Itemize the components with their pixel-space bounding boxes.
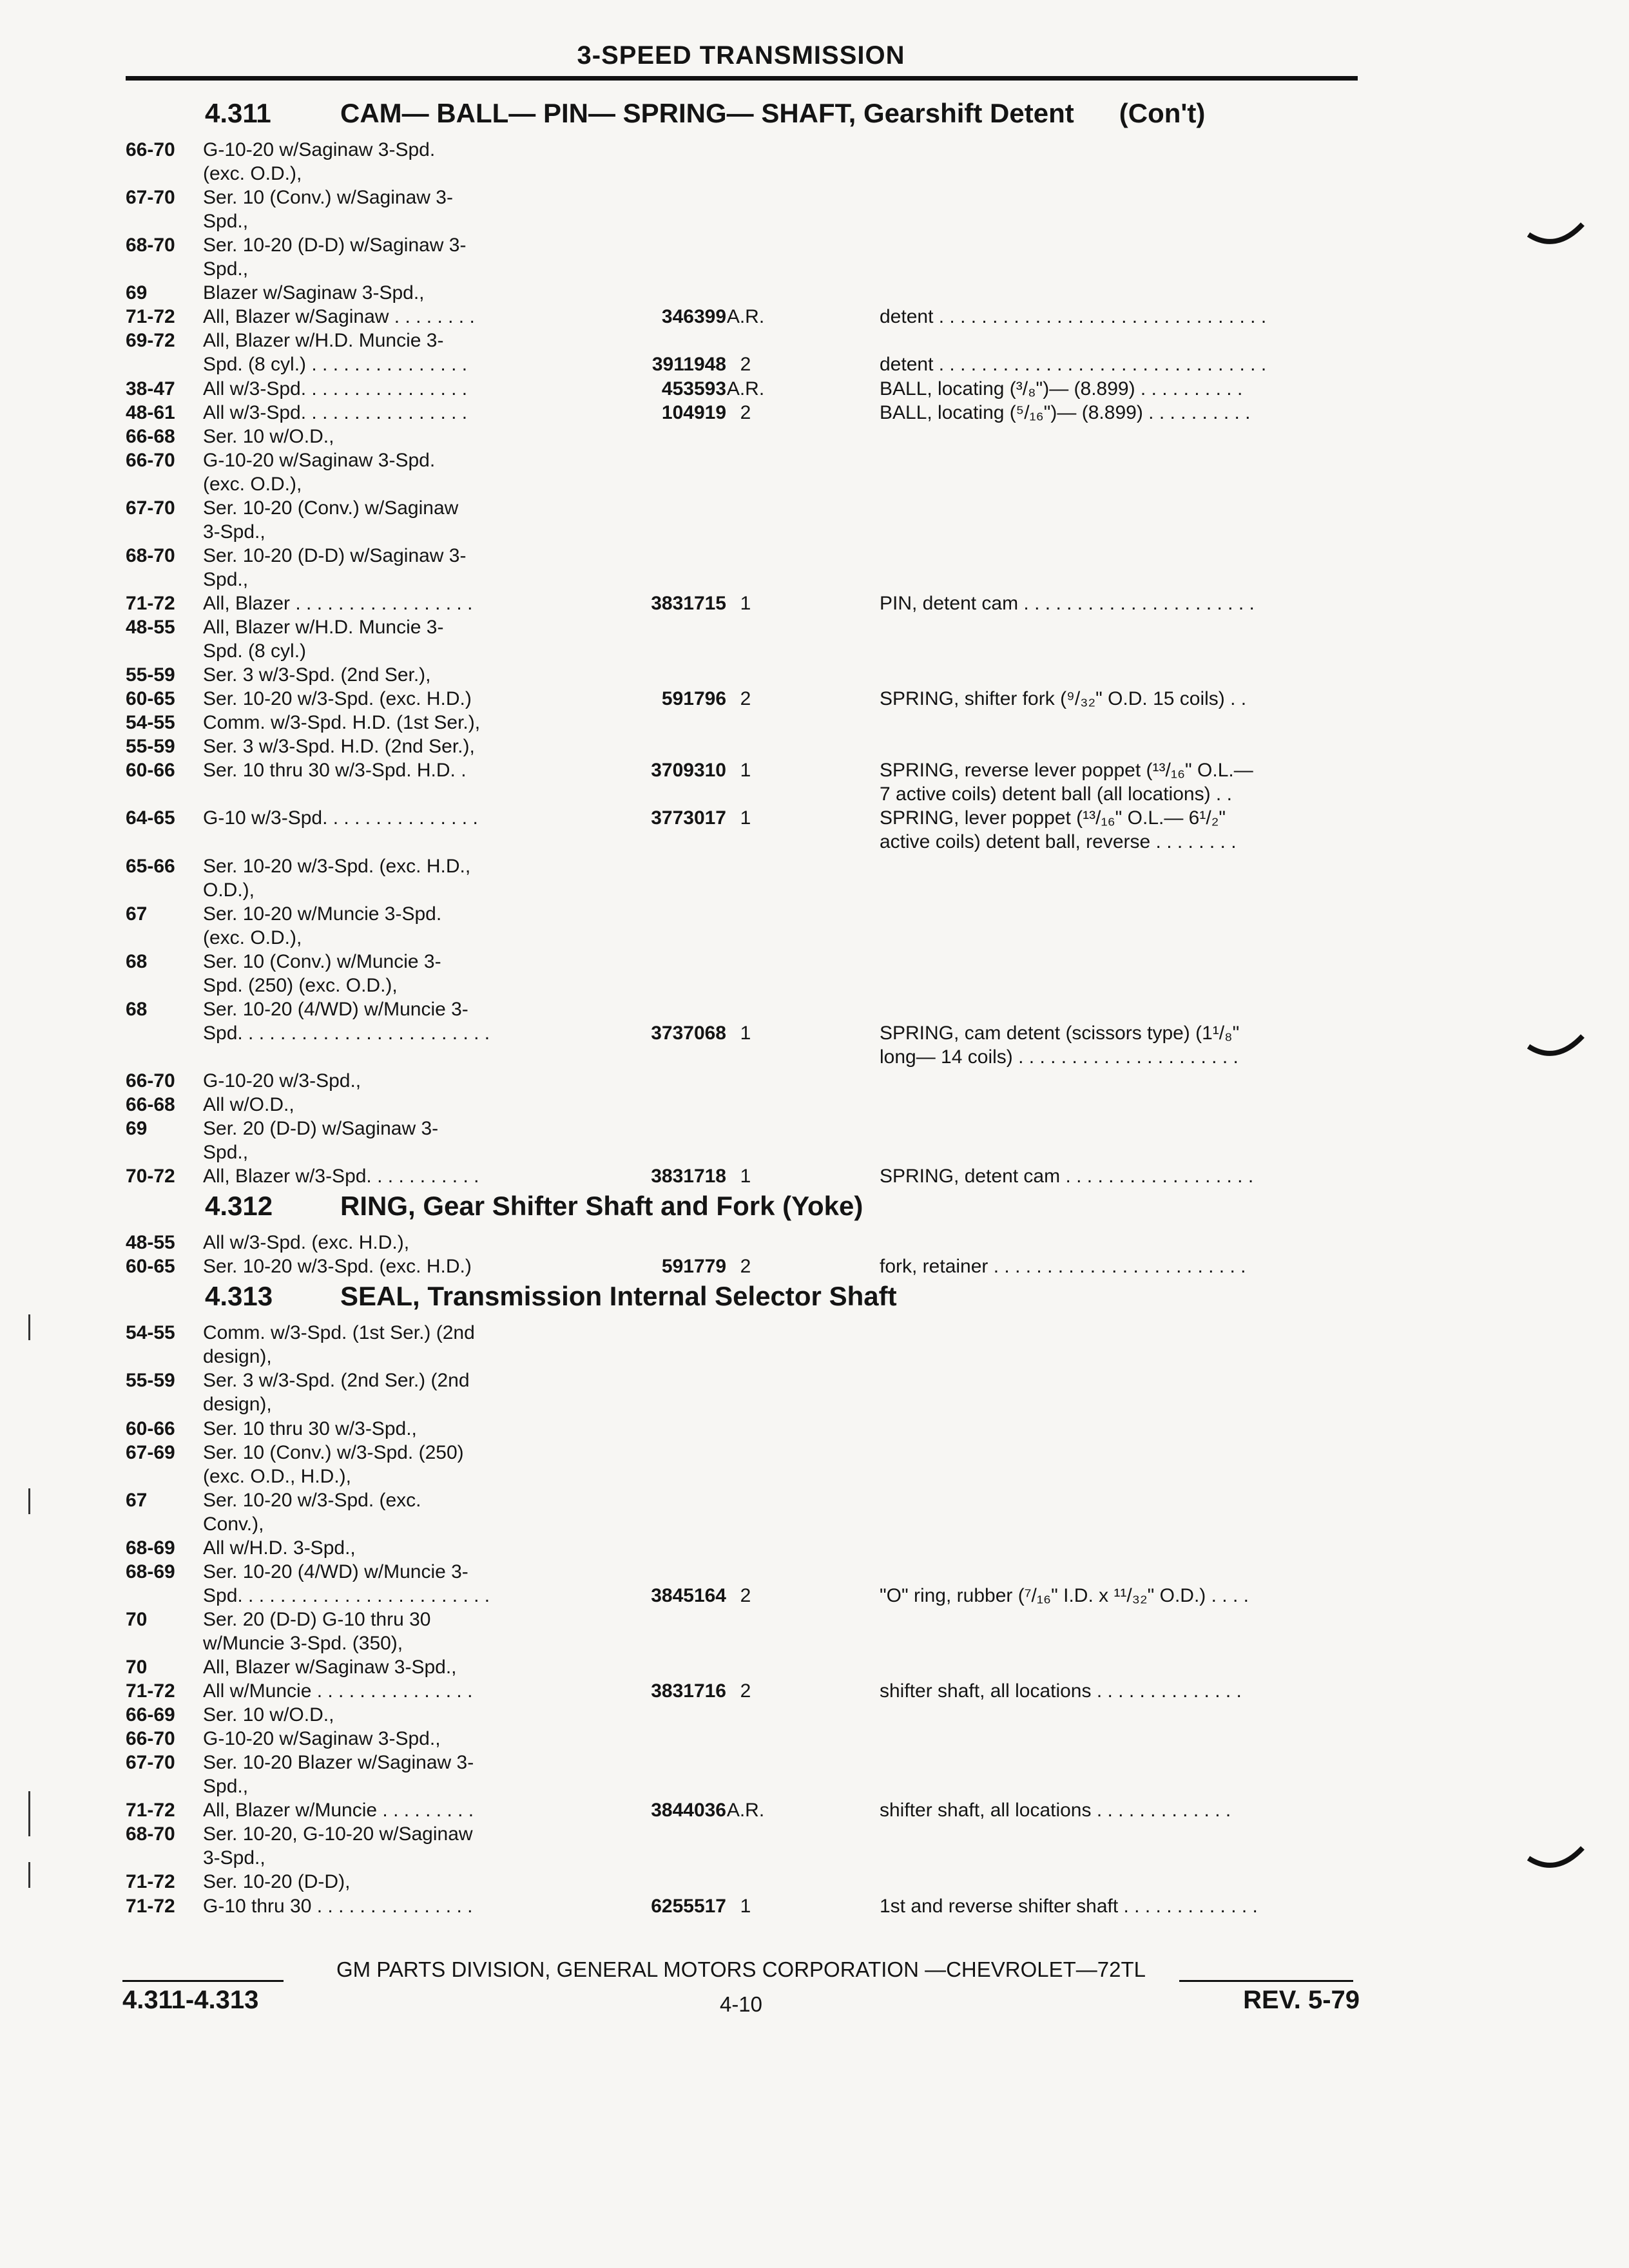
application-model: Ser. 10-20 (D-D) w/Saginaw 3-	[203, 235, 467, 256]
application-years: 68-70	[126, 1823, 175, 1845]
footer-page-number: 4-10	[719, 1992, 763, 2016]
application-model: (exc. O.D.),	[203, 163, 302, 185]
application-years: 68-69	[126, 1561, 175, 1582]
application-model: Ser. 10-20 w/3-Spd. (exc. H.D.)	[203, 688, 472, 710]
part-description: SPRING, shifter fork (⁹/₃₂" O.D. 15 coils) . .	[880, 688, 1247, 710]
application-years: 60-66	[126, 760, 175, 782]
application-model: 3-Spd.,	[203, 521, 265, 543]
part-description: 1st and reverse shifter shaft . . . . . . . . . . . . .	[880, 1895, 1258, 1917]
footer-rule-left	[122, 1980, 284, 1982]
application-years: 66-70	[126, 449, 175, 471]
application-years: 68	[126, 950, 148, 972]
application-model: Blazer w/Saginaw 3-Spd.,	[203, 282, 425, 304]
part-number: 346399	[661, 306, 726, 328]
application-model: G-10 thru 30 . . . . . . . . . . . . . . .	[203, 1895, 473, 1917]
application-model: All w/3-Spd. . . . . . . . . . . . . . . .	[203, 378, 468, 399]
application-model: G-10-20 w/Saginaw 3-Spd.,	[203, 1728, 441, 1750]
part-description: detent . . . . . . . . . . . . . . . . . . . . . . . . . . . . . . .	[880, 354, 1267, 376]
application-model: Ser. 10-20, G-10-20 w/Saginaw	[203, 1823, 473, 1845]
application-years: 55-59	[126, 664, 175, 686]
part-description: BALL, locating (³/₈")— (8.899) . . . . . . . . . .	[880, 378, 1243, 399]
application-years: 67-70	[126, 1752, 175, 1774]
part-description: 7 active coils) detent ball (all locations) . .	[880, 783, 1232, 805]
application-years: 71-72	[126, 306, 175, 328]
application-model: Ser. 10-20 w/Muncie 3-Spd.	[203, 903, 442, 925]
application-model: All, Blazer . . . . . . . . . . . . . . . . .	[203, 592, 473, 614]
quantity: A.R.	[726, 306, 765, 328]
margin-tick	[28, 1314, 30, 1340]
application-model: O.D.),	[203, 879, 255, 901]
application-years: 66-68	[126, 425, 175, 447]
quantity: A.R.	[726, 378, 765, 399]
application-model: design),	[203, 1346, 272, 1368]
application-years: 64-65	[126, 807, 175, 829]
application-model: All, Blazer w/Muncie . . . . . . . . .	[203, 1800, 474, 1821]
application-years: 67	[126, 903, 148, 925]
binder-mark-icon	[1527, 1843, 1585, 1875]
part-number: 3709310	[651, 760, 726, 782]
application-years: 71-72	[126, 1895, 175, 1917]
part-description: SPRING, detent cam . . . . . . . . . . . . . . . . . .	[880, 1166, 1254, 1187]
part-number: 3844036	[651, 1800, 726, 1821]
part-number: 3831718	[651, 1166, 726, 1187]
application-model: All, Blazer w/H.D. Muncie 3-	[203, 617, 444, 638]
quantity: 2	[740, 1680, 751, 1702]
application-model: Ser. 10-20 (4/WD) w/Muncie 3-	[203, 1561, 468, 1582]
footer-section-range: 4.311-4.313	[122, 1986, 259, 2014]
quantity: 2	[740, 1256, 751, 1278]
application-years: 48-55	[126, 617, 175, 638]
quantity: 1	[740, 807, 751, 829]
binder-mark-icon	[1527, 219, 1585, 251]
application-model: G-10-20 w/Saginaw 3-Spd.	[203, 449, 436, 471]
application-model: Spd.,	[203, 258, 249, 280]
application-model: Ser. 10 thru 30 w/3-Spd. H.D. .	[203, 760, 467, 782]
application-model: Spd. . . . . . . . . . . . . . . . . . . . . . . .	[203, 1022, 490, 1044]
application-years: 54-55	[126, 712, 175, 734]
application-model: Ser. 10-20 w/3-Spd. (exc. H.D.,	[203, 855, 471, 877]
application-years: 71-72	[126, 1800, 175, 1821]
application-model: Ser. 3 w/3-Spd. (2nd Ser.) (2nd	[203, 1370, 470, 1392]
application-model: Ser. 10 (Conv.) w/3-Spd. (250)	[203, 1441, 464, 1463]
application-years: 68	[126, 998, 148, 1020]
application-model: All w/3-Spd. . . . . . . . . . . . . . . .	[203, 401, 468, 423]
quantity: 1	[740, 760, 751, 782]
part-description: detent . . . . . . . . . . . . . . . . . . . . . . . . . . . . . . .	[880, 306, 1267, 328]
part-description: long— 14 coils) . . . . . . . . . . . . . . . . . . . . .	[880, 1046, 1239, 1068]
section-heading	[205, 1281, 897, 1312]
application-years: 70	[126, 1608, 148, 1630]
section-title: RING, Gear Shifter Shaft and Fork (Yoke)	[340, 1191, 863, 1222]
application-years: 69	[126, 282, 148, 304]
application-model: Spd. (8 cyl.)	[203, 640, 307, 662]
application-years: 66-70	[126, 139, 175, 160]
application-model: Ser. 3 w/3-Spd. H.D. (2nd Ser.),	[203, 736, 475, 758]
quantity: 1	[740, 592, 751, 614]
application-model: Ser. 10 w/O.D.,	[203, 425, 334, 447]
application-years: 70	[126, 1657, 148, 1678]
application-years: 71-72	[126, 1680, 175, 1702]
part-description: SPRING, cam detent (scissors type) (1¹/₈"	[880, 1022, 1240, 1044]
binder-mark-icon	[1527, 1031, 1585, 1063]
quantity: 2	[740, 688, 751, 710]
application-years: 54-55	[126, 1322, 175, 1344]
application-model: Spd.,	[203, 1142, 249, 1164]
application-years: 38-47	[126, 378, 175, 399]
application-years: 69-72	[126, 330, 175, 352]
application-model: G-10 w/3-Spd. . . . . . . . . . . . . . .	[203, 807, 478, 829]
footer-publisher: GM PARTS DIVISION, GENERAL MOTORS CORPORATION —CHEVROLET—72TL	[336, 1957, 1146, 1981]
application-years: 69	[126, 1118, 148, 1140]
application-model: All, Blazer w/Saginaw . . . . . . . .	[203, 306, 475, 328]
application-model: Spd. (8 cyl.) . . . . . . . . . . . . . . .	[203, 354, 468, 376]
application-years: 48-55	[126, 1232, 175, 1254]
margin-tick	[28, 1862, 30, 1888]
application-years: 67	[126, 1489, 148, 1511]
section-title: SEAL, Transmission Internal Selector Shaft	[340, 1281, 897, 1312]
application-model: Comm. w/3-Spd. (1st Ser.) (2nd	[203, 1322, 475, 1344]
application-model: 3-Spd.,	[203, 1847, 265, 1869]
application-years: 68-70	[126, 235, 175, 256]
quantity: 1	[740, 1022, 751, 1044]
part-number: 453593	[661, 378, 726, 399]
quantity: A.R.	[726, 1800, 765, 1821]
footer-revision: REV. 5-79	[1243, 1986, 1360, 2014]
margin-tick	[28, 1488, 30, 1514]
application-years: 67-70	[126, 497, 175, 519]
application-years: 60-65	[126, 688, 175, 710]
application-model: Spd.,	[203, 211, 249, 233]
section-heading	[205, 1191, 863, 1222]
application-model: All w/H.D. 3-Spd.,	[203, 1537, 356, 1559]
part-number: 3831716	[651, 1680, 726, 1702]
application-model: Ser. 10-20 Blazer w/Saginaw 3-	[203, 1752, 474, 1774]
footer-rule-right	[1179, 1980, 1353, 1982]
section-title: CAM— BALL— PIN— SPRING— SHAFT, Gearshift Detent	[340, 98, 1074, 128]
application-years: 68-69	[126, 1537, 175, 1559]
application-model: All w/3-Spd. (exc. H.D.),	[203, 1232, 410, 1254]
section-number: 4.311	[205, 98, 271, 128]
application-model: All, Blazer w/Saginaw 3-Spd.,	[203, 1657, 457, 1678]
application-model: All, Blazer w/3-Spd. . . . . . . . . . .	[203, 1166, 479, 1187]
part-description: PIN, detent cam . . . . . . . . . . . . . . . . . . . . . .	[880, 592, 1255, 614]
header-rule	[126, 76, 1358, 81]
section-number: 4.313	[205, 1281, 273, 1312]
part-number: 591779	[661, 1256, 726, 1278]
part-description: BALL, locating (⁵/₁₆")— (8.899) . . . . . . . . . .	[880, 401, 1251, 423]
application-years: 71-72	[126, 1871, 175, 1893]
section-continued-label: (Con't)	[1119, 98, 1206, 128]
application-model: Ser. 10 thru 30 w/3-Spd.,	[203, 1418, 417, 1439]
application-model: Ser. 10 w/O.D.,	[203, 1704, 334, 1726]
part-number: 3845164	[651, 1584, 726, 1606]
section-heading	[205, 98, 1205, 129]
part-number: 3831715	[651, 592, 726, 614]
application-model: Ser. 10-20 (4/WD) w/Muncie 3-	[203, 998, 468, 1020]
part-description: shifter shaft, all locations . . . . . . . . . . . . . .	[880, 1680, 1242, 1702]
section-number: 4.312	[205, 1191, 273, 1222]
application-model: (exc. O.D., H.D.),	[203, 1465, 352, 1487]
application-model: Ser. 10-20 (D-D) w/Saginaw 3-	[203, 544, 467, 566]
application-model: All w/O.D.,	[203, 1094, 294, 1115]
application-model: G-10-20 w/3-Spd.,	[203, 1070, 361, 1091]
margin-tick	[28, 1791, 30, 1836]
application-years: 55-59	[126, 1370, 175, 1392]
application-years: 66-70	[126, 1728, 175, 1750]
application-years: 66-70	[126, 1070, 175, 1091]
application-model: Ser. 10-20 w/3-Spd. (exc. H.D.)	[203, 1256, 472, 1278]
application-model: Spd. (250) (exc. O.D.),	[203, 974, 398, 996]
application-model: w/Muncie 3-Spd. (350),	[203, 1632, 403, 1654]
application-years: 67-69	[126, 1441, 175, 1463]
part-description: SPRING, reverse lever poppet (¹³/₁₆" O.L.—	[880, 760, 1253, 782]
application-years: 60-66	[126, 1418, 175, 1439]
part-description: shifter shaft, all locations . . . . . . . . . . . . .	[880, 1800, 1231, 1821]
part-number: 6255517	[651, 1895, 726, 1917]
application-years: 66-68	[126, 1094, 175, 1115]
part-number: 3773017	[651, 807, 726, 829]
application-model: G-10-20 w/Saginaw 3-Spd.	[203, 139, 436, 160]
part-number: 591796	[661, 688, 726, 710]
application-model: Ser. 20 (D-D) G-10 thru 30	[203, 1608, 431, 1630]
application-model: Ser. 10-20 (D-D),	[203, 1871, 351, 1893]
application-model: Spd.,	[203, 1776, 249, 1798]
application-model: Conv.),	[203, 1513, 264, 1535]
application-model: design),	[203, 1394, 272, 1416]
application-model: All w/Muncie . . . . . . . . . . . . . . .	[203, 1680, 473, 1702]
application-model: All, Blazer w/H.D. Muncie 3-	[203, 330, 444, 352]
application-model: Spd. . . . . . . . . . . . . . . . . . . . . . . .	[203, 1584, 490, 1606]
application-years: 60-65	[126, 1256, 175, 1278]
part-number: 3737068	[651, 1022, 726, 1044]
quantity: 2	[740, 354, 751, 376]
quantity: 2	[740, 1584, 751, 1606]
part-description: fork, retainer . . . . . . . . . . . . . . . . . . . . . . . .	[880, 1256, 1246, 1278]
application-years: 71-72	[126, 592, 175, 614]
application-model: Ser. 10 (Conv.) w/Saginaw 3-	[203, 187, 453, 209]
application-model: Ser. 20 (D-D) w/Saginaw 3-	[203, 1118, 439, 1140]
application-years: 65-66	[126, 855, 175, 877]
application-model: Spd.,	[203, 568, 249, 590]
application-model: Ser. 10-20 w/3-Spd. (exc.	[203, 1489, 421, 1511]
application-years: 67-70	[126, 187, 175, 209]
application-years: 55-59	[126, 736, 175, 758]
application-model: Ser. 3 w/3-Spd. (2nd Ser.),	[203, 664, 431, 686]
part-description: "O" ring, rubber (⁷/₁₆" I.D. x ¹¹/₃₂" O.D.) . . . .	[880, 1584, 1249, 1606]
application-model: (exc. O.D.),	[203, 927, 302, 948]
part-number: 3911948	[651, 354, 726, 376]
application-years: 66-69	[126, 1704, 175, 1726]
application-years: 68-70	[126, 544, 175, 566]
quantity: 1	[740, 1895, 751, 1917]
page-header-title: 3-SPEED TRANSMISSION	[577, 41, 905, 70]
application-years: 48-61	[126, 401, 175, 423]
application-model: Comm. w/3-Spd. H.D. (1st Ser.),	[203, 712, 481, 734]
application-model: Ser. 10 (Conv.) w/Muncie 3-	[203, 950, 441, 972]
quantity: 1	[740, 1166, 751, 1187]
application-model: Ser. 10-20 (Conv.) w/Saginaw	[203, 497, 459, 519]
part-description: SPRING, lever poppet (¹³/₁₆" O.L.— 6¹/₂"	[880, 807, 1226, 829]
part-description: active coils) detent ball, reverse . . . . . . . .	[880, 831, 1237, 853]
quantity: 2	[740, 401, 751, 423]
application-model: (exc. O.D.),	[203, 473, 302, 495]
application-years: 70-72	[126, 1166, 175, 1187]
part-number: 104919	[661, 401, 726, 423]
